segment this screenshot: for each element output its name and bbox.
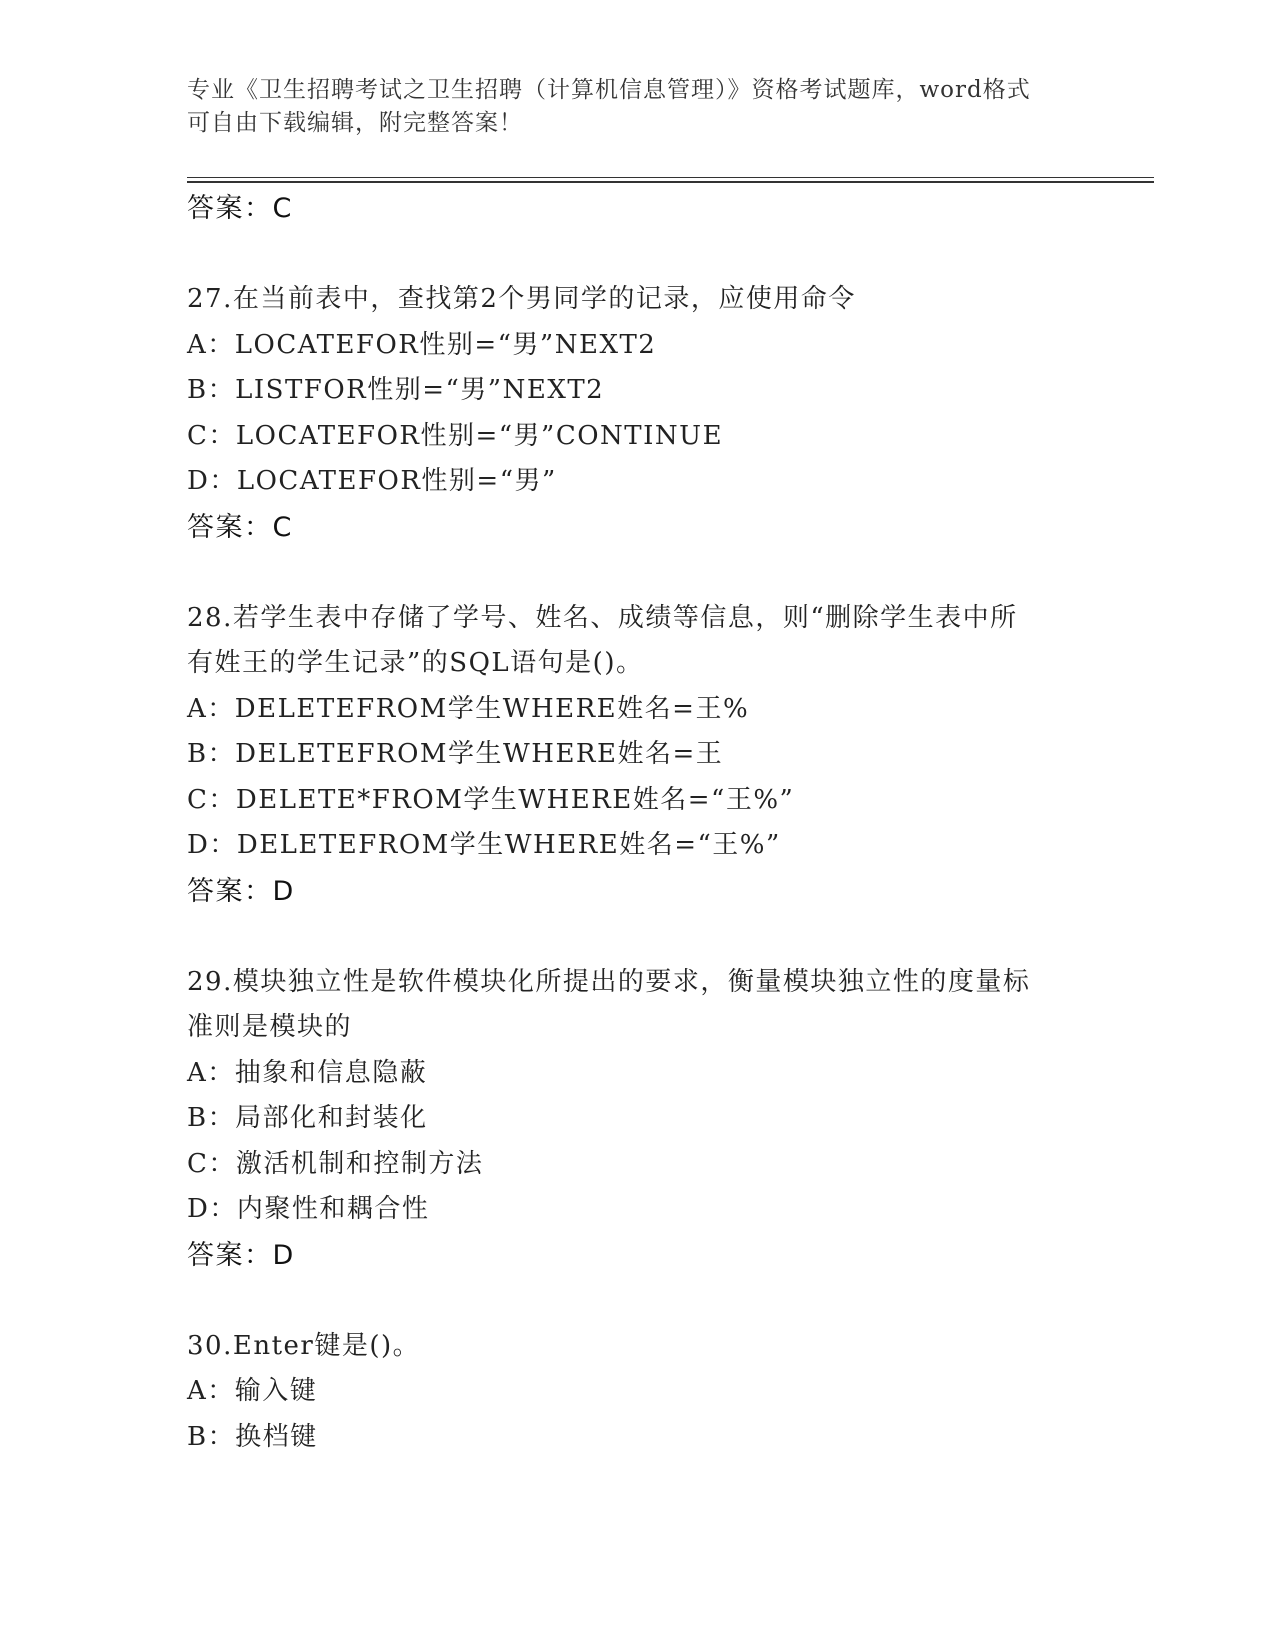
- question-28: [187, 596, 1087, 915]
- question-30: [187, 1324, 1087, 1461]
- spacer: [187, 914, 1087, 960]
- option-d: D：LOCATEFOR性别=“男”: [187, 466, 557, 496]
- question-stem-line-2: 有姓王的学生记录”的SQL语句是()。: [187, 648, 644, 678]
- question-29: [187, 960, 1087, 1279]
- option-b: B：DELETEFROM学生WHERE姓名=王: [187, 739, 724, 769]
- spacer: [187, 550, 1087, 596]
- question-stem: 30.Enter键是()。: [187, 1330, 421, 1361]
- option-a: A：抽象和信息隐蔽: [187, 1057, 428, 1088]
- question-stem-line-1: 28.若学生表中存储了学号、姓名、成绩等信息，则“删除学生表中所: [187, 602, 1018, 633]
- option-b: B：LISTFOR性别=“男”NEXT2: [187, 375, 605, 405]
- spacer: [187, 232, 1087, 278]
- answer: 答案：D: [187, 875, 295, 907]
- question-stem: 27.在当前表中，查找第2个男同学的记录，应使用命令: [187, 284, 856, 314]
- question-list: [187, 186, 1087, 1460]
- option-d: D：内聚性和耦合性: [187, 1194, 430, 1224]
- question-stem-line-1: 29.模块独立性是软件模块化所提出的要求，衡量模块独立性的度量标: [187, 966, 1031, 997]
- option-c: C：DELETE*FROM学生WHERE姓名=“王%”: [187, 784, 795, 815]
- answer: 答案：D: [187, 1239, 295, 1271]
- option-a: A：输入键: [187, 1376, 318, 1406]
- question-stem-line-2: 准则是模块的: [187, 1012, 353, 1042]
- option-c: C：激活机制和控制方法: [187, 1148, 484, 1179]
- question-27: [187, 277, 1087, 550]
- document-header: [187, 74, 1067, 140]
- option-c: C：LOCATEFOR性别=“男”CONTINUE: [187, 420, 724, 451]
- header-divider-thick: [187, 181, 1154, 183]
- option-d: D：DELETEFROM学生WHERE姓名=“王%”: [187, 830, 781, 860]
- option-a: A：DELETEFROM学生WHERE姓名=王%: [187, 693, 750, 724]
- spacer: [187, 1278, 1087, 1324]
- answer-previous: 答案：C: [187, 193, 293, 224]
- option-b: B：局部化和封装化: [187, 1103, 428, 1133]
- option-a: A：LOCATEFOR性别=“男”NEXT2: [187, 329, 657, 360]
- answer: 答案：C: [187, 511, 293, 543]
- header-divider-thin: [187, 177, 1154, 178]
- option-b: B：换档键: [187, 1421, 318, 1452]
- header-line-1: 专业《卫生招聘考试之卫生招聘（计算机信息管理）》资格考试题库，word格式: [187, 77, 1031, 103]
- header-line-2: 可自由下载编辑，附完整答案！: [187, 110, 523, 136]
